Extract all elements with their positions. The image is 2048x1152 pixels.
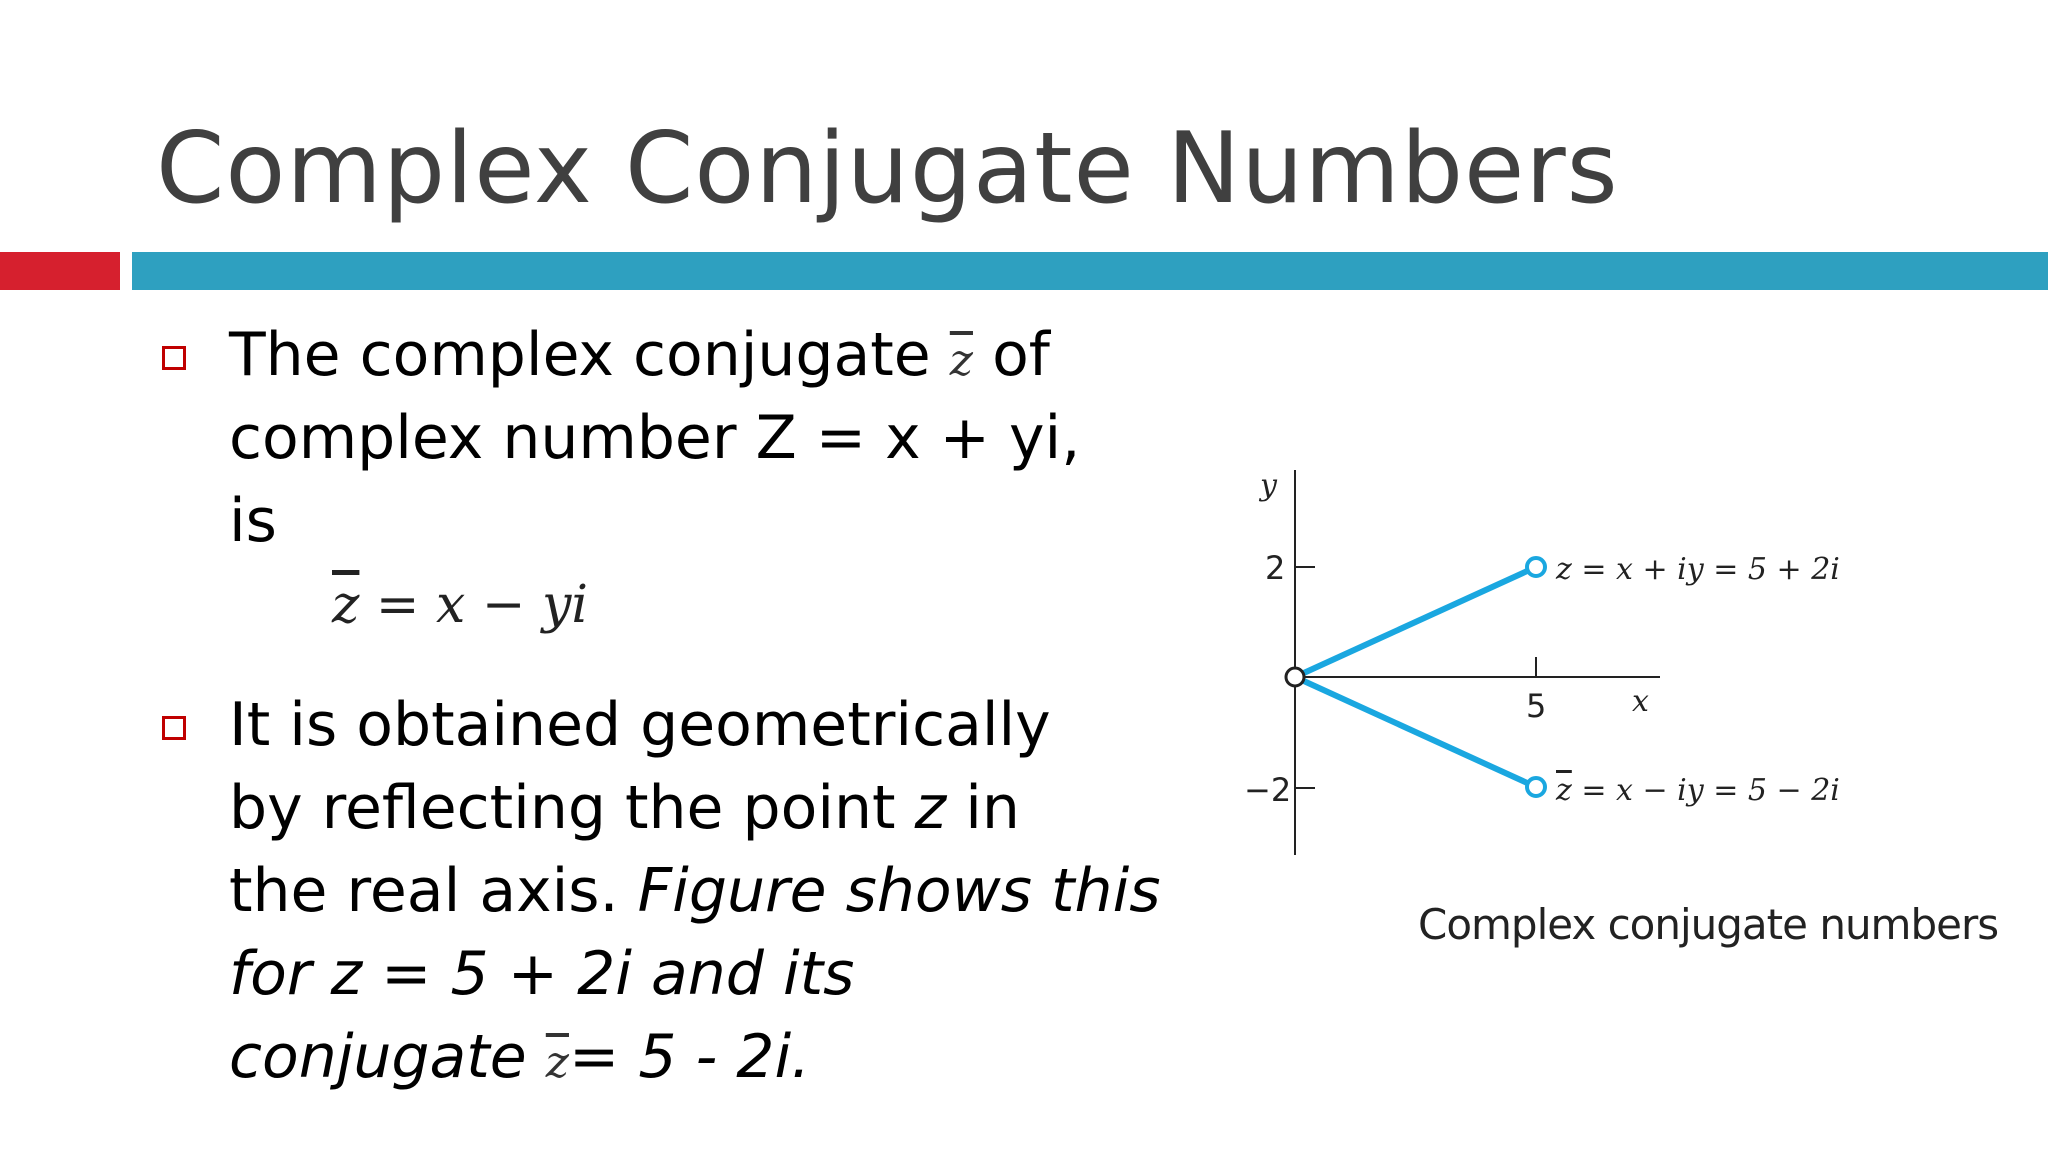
figure-caption: Complex conjugate numbers — [1418, 900, 1999, 949]
bullet2-text: by reflecting the point — [229, 773, 915, 843]
bullet2-text: conjugate — [229, 1022, 546, 1092]
bullet1-line3: is — [229, 486, 277, 556]
point-z: z — [914, 773, 947, 843]
bullet2-text: = 5 - 2i. — [568, 1022, 811, 1092]
bullet1-text: The complex conjugate — [229, 320, 950, 390]
page-title: Complex Conjugate Numbers — [156, 112, 1619, 226]
complex-plane-figure — [1220, 455, 1980, 875]
bullet1-text-of: of — [992, 320, 1050, 390]
tick-label-y-pos: 2 — [1265, 549, 1286, 587]
point-conjugate — [1527, 778, 1545, 796]
origin-point — [1286, 668, 1304, 686]
label-zbar-symbol: z — [1556, 773, 1572, 808]
label-zbar-rest: = x − iy = 5 − 2i — [1571, 773, 1840, 808]
point-z — [1527, 558, 1545, 576]
bullet2-line5 — [229, 1016, 810, 1104]
bullet2-line3 — [229, 850, 1161, 933]
zbar-symbol: $\overline{z}$ — [949, 335, 973, 386]
label-z: z = x + iy = 5 + 2i — [1556, 552, 1840, 587]
bullet1-line1 — [229, 314, 1050, 402]
y-axis-label: y — [1260, 468, 1277, 503]
zbar-symbol: $\overline{z}$ — [545, 1037, 569, 1088]
formula-rhs: = x − yi — [359, 575, 588, 635]
bullet2-line2 — [229, 767, 1020, 850]
bullet1-line2: complex number Z = x + yi, — [229, 403, 1081, 473]
bullet-square-icon — [162, 716, 186, 740]
bullet2-line4: for z = 5 + 2i and its — [229, 939, 855, 1009]
series-line-conjugate — [1295, 677, 1536, 787]
bullet-square-icon — [162, 346, 186, 370]
tick-label-x: 5 — [1526, 687, 1547, 725]
bullet2-italic-text: Figure shows this — [637, 856, 1161, 926]
x-axis-label: x — [1632, 684, 1649, 719]
series-line-z — [1295, 567, 1536, 677]
conjugate-formula — [332, 575, 588, 635]
formula-zbar: $\overline{z}$ — [332, 575, 360, 635]
tick-label-y-neg: −2 — [1244, 771, 1292, 809]
label-zbar — [1555, 773, 1840, 808]
title-accent-bar-red — [0, 252, 120, 290]
title-accent-bar-teal — [132, 252, 2048, 290]
bullet2-line1: It is obtained geometrically — [229, 690, 1051, 760]
bullet2-text: in — [946, 773, 1020, 843]
bullet2-text: the real axis. — [229, 856, 638, 926]
